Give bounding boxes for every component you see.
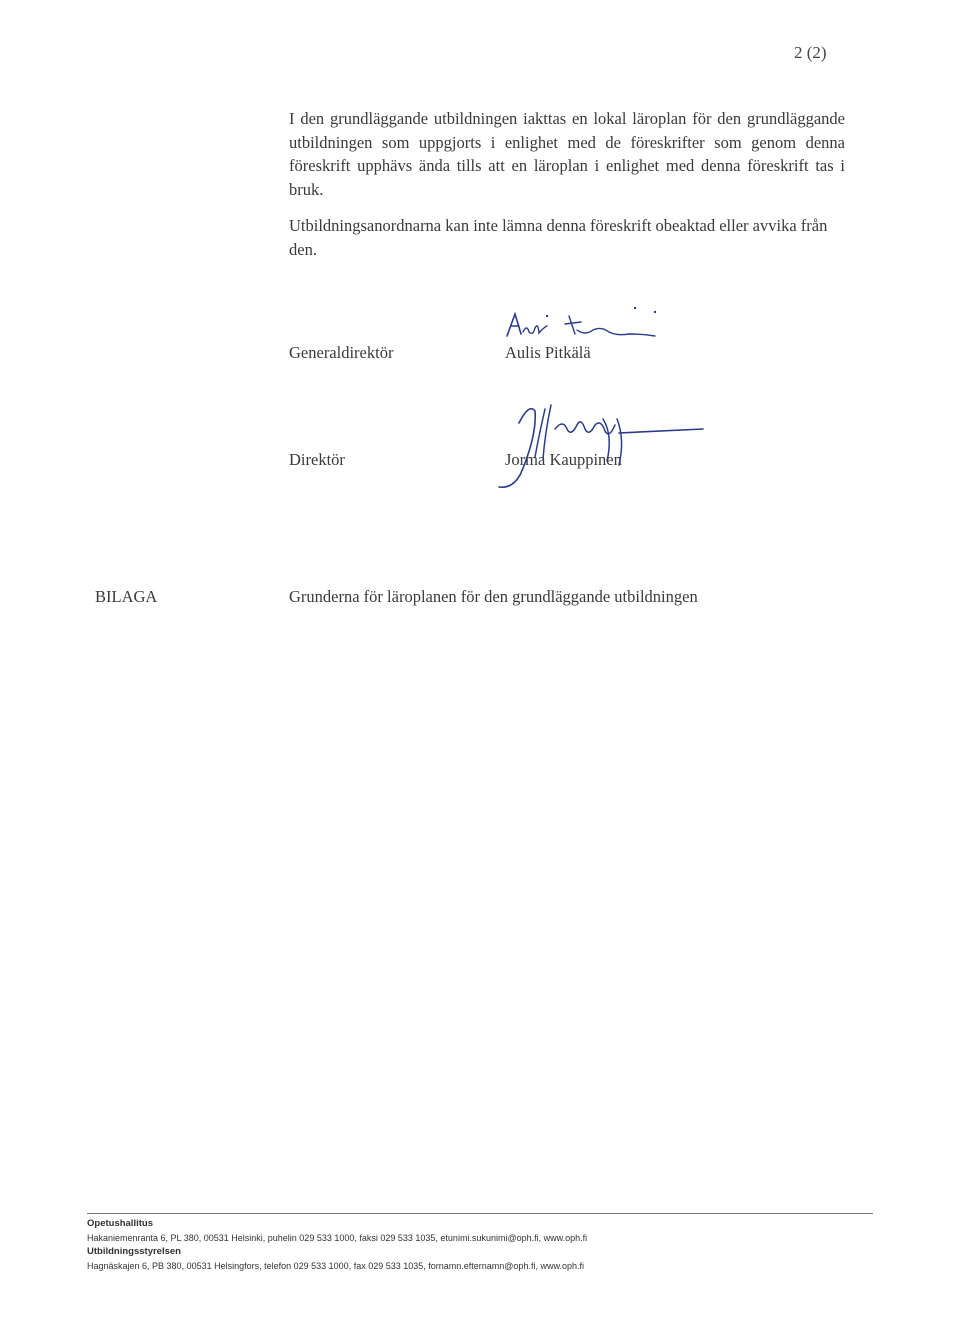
- footer-address: Hakaniemenranta 6, PL 380, 00531 Helsinki, puhelin 029 533 1000, faksi 029 533 1035, etunimi.sukunimi@oph.fi, www.oph.fi: [87, 1233, 588, 1243]
- page-number: 2 (2): [794, 43, 827, 62]
- footer-address: Hagnäskajen 6, PB 380, 00531 Helsingfors, telefon 029 533 1000, fax 029 533 1035, fornamn.efternamn@oph.fi, www.oph.fi: [87, 1261, 584, 1271]
- footer-organization: Opetushallitus: [87, 1218, 153, 1229]
- handwritten-signature: [505, 300, 665, 350]
- footer-organization: Utbildningsstyrelsen: [87, 1246, 181, 1257]
- body-paragraph: I den grundläggande utbildningen iakttas en lokal läroplan för den grundläggande utbildningen som uppgjorts i enlighet med de föreskrifter som genom denna föreskrift upphävs ända tills att en läroplan i enlighet med denna föreskrift tas i bruk.: [289, 109, 845, 199]
- body-paragraph: Utbildningsanordnarna kan inte lämna denna föreskrift obeaktad eller avvika från den.: [289, 216, 828, 259]
- attachment-title: Grunderna för läroplanen för den grundläggande utbildningen: [289, 587, 698, 606]
- signatory-title: Direktör: [289, 450, 345, 469]
- handwritten-signature: [485, 395, 705, 495]
- signatory-name: Jorma Kauppinen: [505, 450, 622, 469]
- footer: [87, 1217, 873, 1273]
- signatory-name: Aulis Pitkälä: [505, 343, 591, 362]
- signatory-title: Generaldirektör: [289, 343, 394, 362]
- attachment-label: BILAGA: [95, 587, 158, 606]
- footer-divider: [87, 1213, 873, 1214]
